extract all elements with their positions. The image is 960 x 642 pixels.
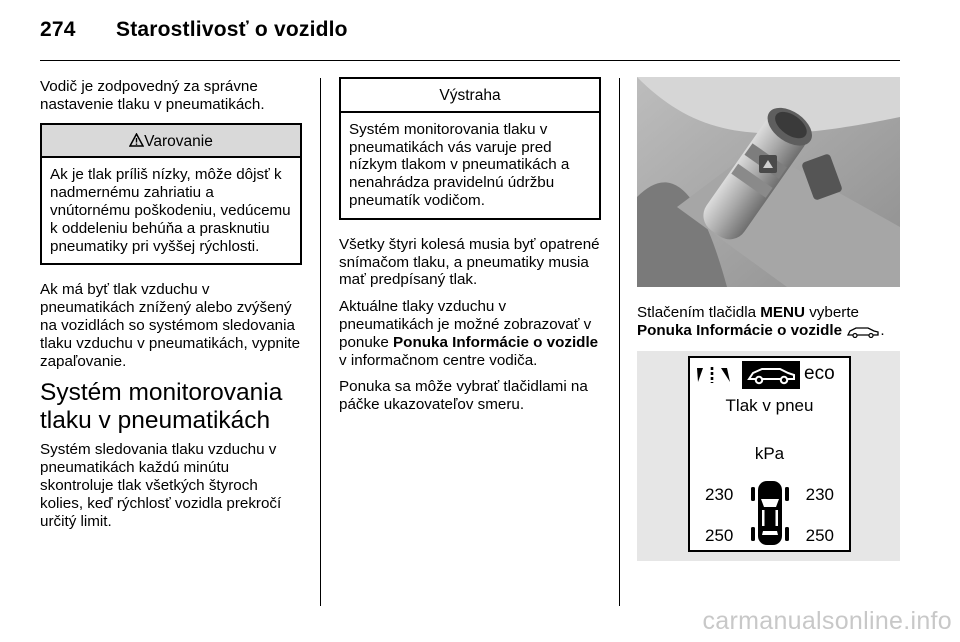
menu-button-name: MENU: [760, 304, 805, 321]
column-divider-1: [320, 78, 321, 606]
turn-signal-lever-illustration: [637, 77, 900, 287]
caption: [637, 304, 907, 340]
caution-box: [339, 77, 601, 220]
current-pressure-paragraph: [339, 298, 601, 369]
vehicle-info-menu-name: Ponuka Informácie o vozidle: [393, 333, 599, 351]
car-icon: [846, 325, 880, 337]
caption-line-2: [637, 322, 907, 340]
current-pressure-text: Aktuálne tlaky vzduchu v pneumatikách je možné zobrazovať v ponuke: [339, 298, 592, 351]
front-right-pressure: 230: [805, 485, 834, 504]
tire-pressure-paragraph: Ak má byť tlak vzduchu v pneumatikách znížený alebo zvýšený na vozidlách so systémom sledovania tlaku vzduchu v pneumatikách, vypnite zapaľovanie.: [40, 281, 301, 370]
caution-box-header: Výstraha: [341, 79, 599, 113]
current-pressure-text-end: v informačnom centre vodiča.: [339, 351, 538, 369]
warning-triangle-icon: [129, 133, 144, 150]
page-title: Starostlivosť o vozidlo: [116, 18, 348, 41]
menu-select-paragraph: Ponuka sa môže vybrať tlačidlami na páčke ukazovateľov smeru.: [339, 378, 588, 414]
monitoring-paragraph: Systém sledovania tlaku vzduchu v pneumatikách každú minútu skontroluje tlak všetkých štyroch kolies, keď rýchlosť vozidla prekročí určitý limit.: [40, 441, 282, 530]
section-heading: Systém monitorovania tlaku v pneumatikách: [40, 379, 283, 435]
sensor-paragraph: Všetky štyri kolesá musia byť opatrené snímačom tlaku, a pneumatiky musia mať predpísaný tlak.: [339, 235, 600, 289]
page-number: 274: [40, 18, 76, 41]
caption-line-1: [637, 304, 907, 322]
tire-pressure-display-illustration: [637, 351, 900, 561]
caution-text: Systém monitorovania tlaku v pneumatikách vás varuje pred nízkym tlakom v pneumatikách a nenahrádza pravidelnú údržbu pneumatík vodičom.: [349, 120, 570, 209]
column-2: [339, 77, 601, 423]
car-icon: [742, 361, 800, 389]
caption-text-mid: vyberte: [804, 304, 859, 321]
pressure-unit: kPa: [754, 444, 785, 463]
warning-text: Ak je tlak príliš nízky, môže dôjsť k nadmernému zahriatiu a vnútornému poškodeniu, vedúcemu k oddeleniu behúňa a prasknutiu pneumatiky pri vyššej rýchlosti.: [50, 166, 291, 255]
caption-text: Stlačením tlačidla: [637, 304, 761, 321]
intro-paragraph: Vodič je zodpovedný za správne nastavenie tlaku v pneumatikách.: [40, 78, 265, 113]
vehicle-info-menu-name: Ponuka Informácie o vozidle: [637, 321, 843, 339]
display-screen: [688, 356, 851, 552]
road-icon: [694, 364, 734, 386]
column-1: [40, 78, 302, 539]
vehicle-top-view-icon: [749, 479, 791, 547]
caption-text-end: .: [880, 321, 885, 339]
eco-label: eco: [804, 363, 835, 384]
display-title: Tlak v pneu: [725, 396, 814, 415]
warning-box-header: [42, 125, 300, 159]
warning-box: [40, 123, 302, 266]
page-header: [40, 18, 348, 42]
rear-right-pressure: 250: [805, 526, 834, 545]
warning-title: Varovanie: [144, 132, 213, 150]
column-divider-2: [619, 78, 620, 606]
front-left-pressure: 230: [705, 485, 734, 504]
watermark: carmanualsonline.info: [702, 607, 952, 635]
rear-left-pressure: 250: [705, 526, 734, 545]
header-rule: [40, 60, 900, 61]
